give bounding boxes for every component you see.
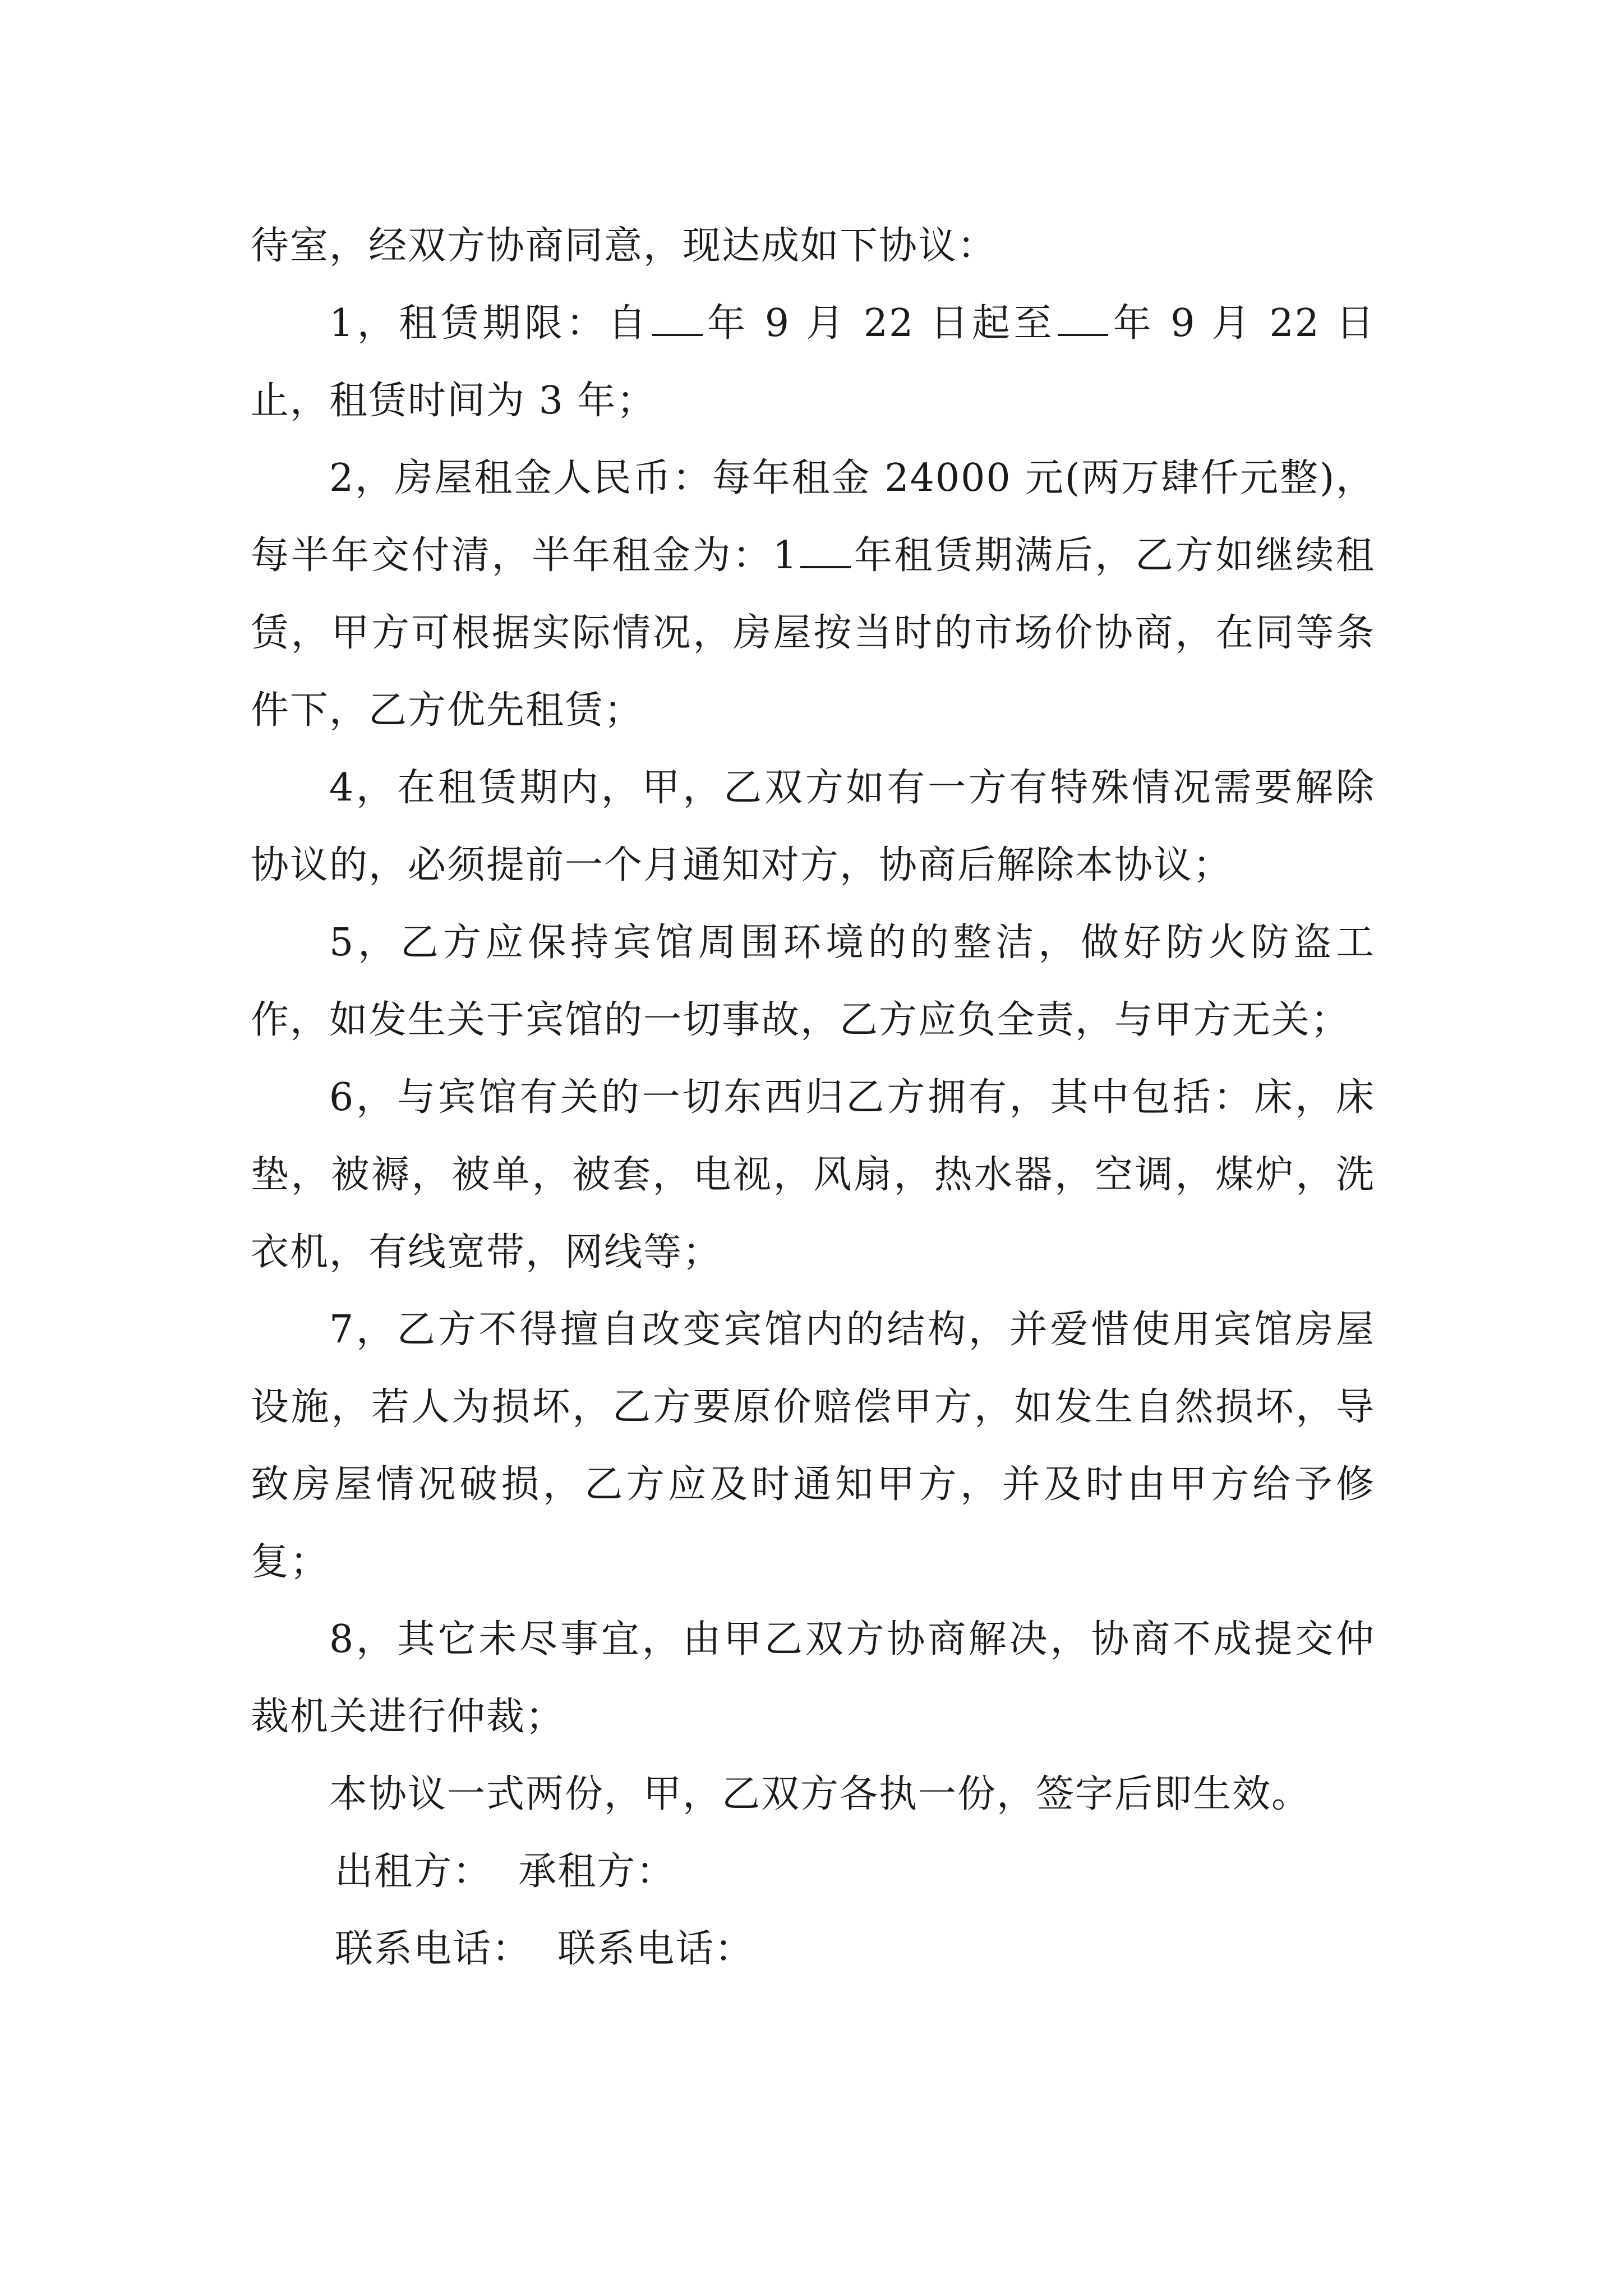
lessor-phone-label: 联系电话： [335, 1927, 532, 1971]
paragraph-effectiveness: 本协议一式两份，甲，乙双方各执一份，签字后即生效。 [329, 1772, 1311, 1816]
signature-parties-line [251, 1833, 1375, 1911]
rent-text-a: 2，房屋租金人民币：每年租金 24000 元(两万肆仟元整)，每半年交付清，半年租金为：1 [251, 456, 1375, 578]
lessor-label: 出租方： [335, 1849, 492, 1894]
lease-term-text-b: 年 9 月 22 日起至 [704, 301, 1056, 346]
lessee-phone-label: 联系电话： [557, 1927, 754, 1971]
lease-term-text-a: 1，租赁期限：自 [329, 301, 650, 346]
lessee-label: 承租方： [518, 1849, 676, 1894]
paragraph-termination: 4，在租赁期内，甲，乙双方如有一方有特殊情况需要解除协议的，必须提前一个月通知对方，协商后解除本协议； [251, 766, 1375, 887]
blank-rent-amount [800, 537, 851, 568]
rent-text-b: 年租赁期满后，乙方如继续租赁，甲方可根据实际情况，房屋按当时的市场价协商，在同等条件下，乙方优先租赁； [251, 533, 1375, 733]
paragraph-property-items: 6，与宾馆有关的一切东西归乙方拥有，其中包括：床，床垫，被褥，被单，被套，电视，风扇，热水器，空调，煤炉，洗衣机，有线宽带，网线等； [251, 1075, 1375, 1274]
paragraph-structure-repairs: 7，乙方不得擅自改变宾馆内的结构，并爱惜使用宾馆房屋设施，若人为损坏，乙方要原价赔偿甲方，如发生自然损坏，导致房屋情况破损，乙方应及时通知甲方，并及时由甲方给予修复； [251, 1308, 1375, 1584]
signature-phone-line [251, 1911, 1375, 1988]
paragraph-rent [251, 440, 1375, 749]
paragraph-lease-term [251, 285, 1375, 440]
blank-year-start [652, 305, 703, 336]
paragraph-intro: 待室，经双方协商同意，现达成如下协议： [251, 224, 997, 268]
lease-term-text-c: 年 9 月 22 日止，租赁时间为 3 年； [251, 301, 1375, 423]
paragraph-hygiene-safety: 5，乙方应保持宾馆周围环境的的整洁，做好防火防盗工作，如发生关于宾馆的一切事故，乙方应负全责，与甲方无关； [251, 921, 1375, 1042]
agreement-body [251, 208, 1375, 1988]
paragraph-disputes: 8，其它未尽事宜，由甲乙双方协商解决，协商不成提交仲裁机关进行仲裁； [251, 1617, 1375, 1739]
blank-year-end [1058, 305, 1108, 336]
